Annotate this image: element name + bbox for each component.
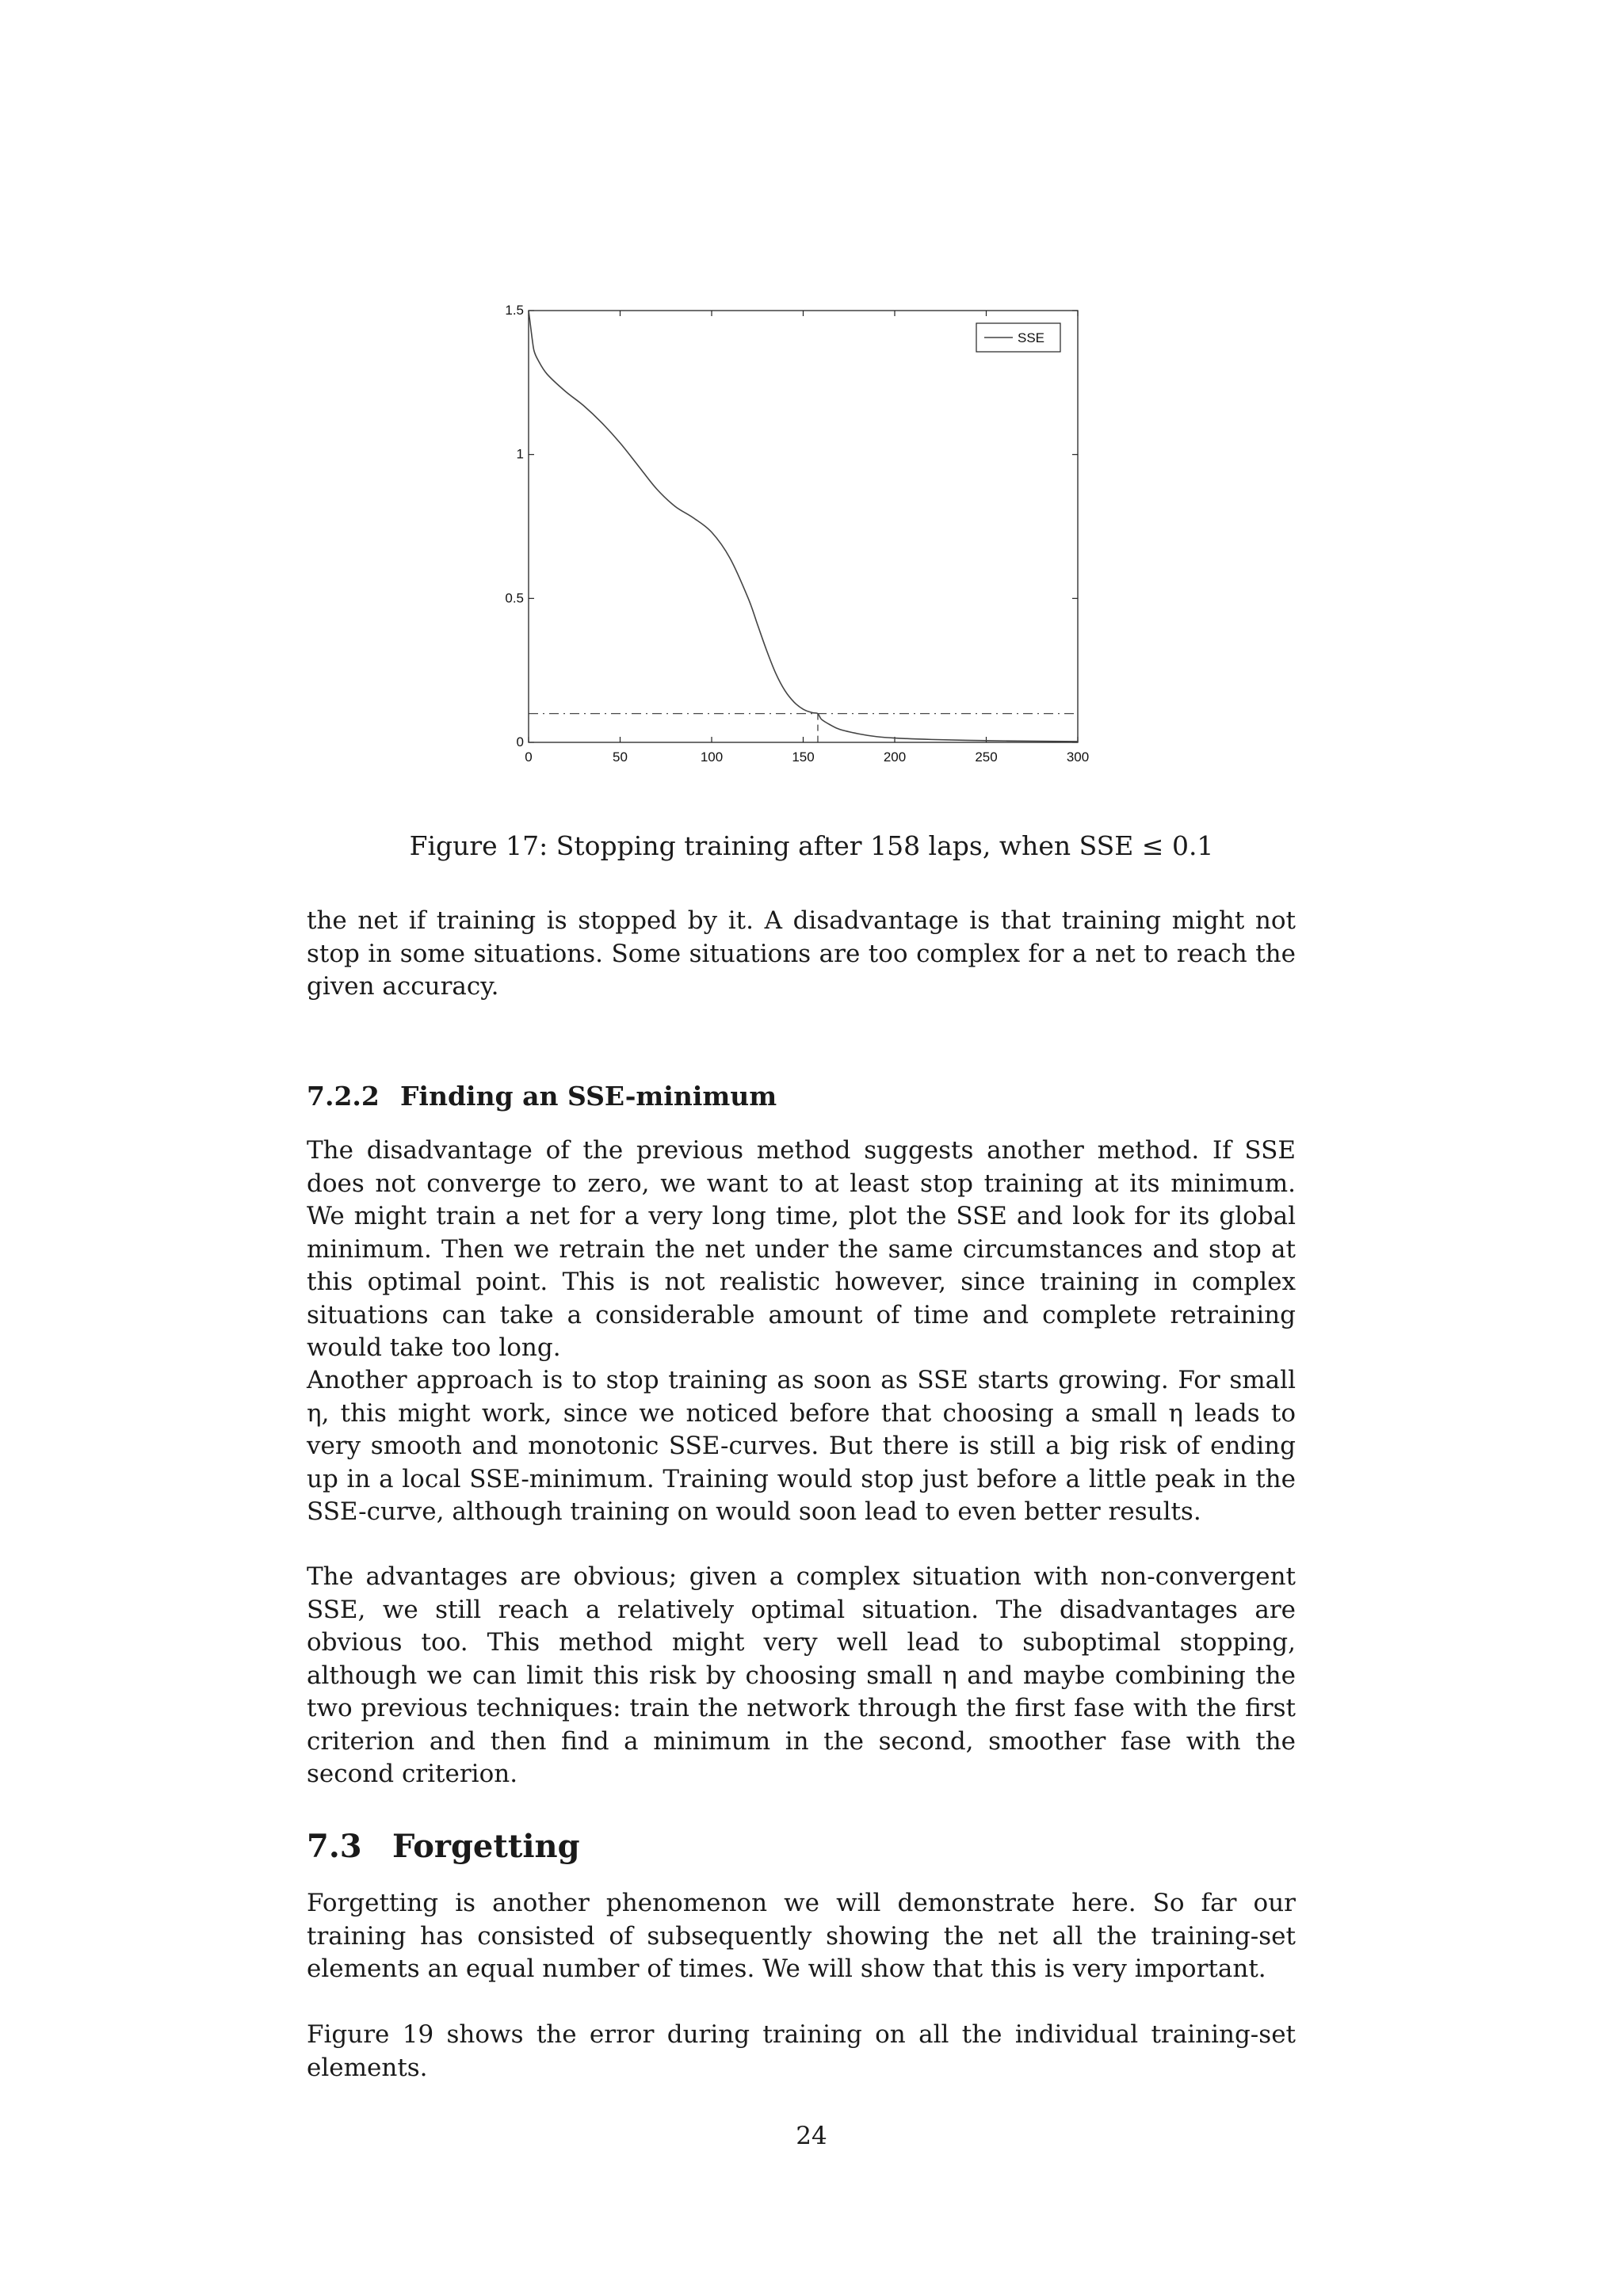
plot-frame <box>529 311 1078 742</box>
series-line-sse <box>529 311 1078 742</box>
subsection-number: 7.2.2 <box>307 1081 380 1112</box>
y-tick-label: 0 <box>516 734 524 749</box>
section-number: 7.3 <box>307 1828 362 1865</box>
x-tick-label: 300 <box>1066 749 1090 765</box>
paragraph-7-2-2-3: The advantages are obvious; given a complex situation with non-convergent SSE, we still reach a relatively optimal situation. The disadvantages are obvious too. This method might very well lead to suboptimal stopping, although we can limit this risk by choosing small η and maybe combining the two previous techniques: train the network through the first fase with the first criterion and then find a minimum in the second, smoother fase with the second criterion. <box>307 1562 1296 1788</box>
sse-chart <box>475 293 1109 776</box>
paragraph-7-2-2-2: Another approach is to stop training as soon as SSE starts growing. For small η, this might work, since we noticed before that choosing a small η leads to very smooth and monotonic SSE-curves. But there is still a big risk of ending up in a local SSE-minimum. Training would stop just before a little peak in the SSE-curve, although training on would soon lead to even better results. <box>307 1366 1296 1526</box>
paragraph-7-3-2: Figure 19 shows the error during training on all the individual training-set elements. <box>307 2020 1296 2082</box>
y-tick-label: 1 <box>516 446 524 462</box>
y-tick-label: 1.5 <box>505 303 524 318</box>
paragraph-7-3-1: Forgetting is another phenomenon we will demonstrate here. So far our training has consisted of subsequently showing the net all the training-set elements an equal number of times. We will show that this is very important. <box>307 1889 1296 1983</box>
figure-17 <box>475 293 1109 776</box>
x-tick-label: 200 <box>883 749 907 765</box>
y-tick-label: 0.5 <box>505 590 524 606</box>
paragraph-7-2-2-1: The disadvantage of the previous method suggests another method. If SSE does not converge to zero, we want to at least stop training at its minimum. We might train a net for a very long time, plot the SSE and look for its global minimum. Then we retrain the net under the same circumstances and stop at this optimal point. This is not realistic however, since training in complex situations can take a considerable amount of time and complete retraining would take too long. <box>307 1136 1296 1362</box>
x-tick-label: 250 <box>975 749 998 765</box>
figure-caption: Figure 17: Stopping training after 158 laps, when SSE ≤ 0.1 <box>409 830 1214 861</box>
x-tick-label: 0 <box>525 749 533 765</box>
x-tick-label: 150 <box>792 749 815 765</box>
x-tick-label: 100 <box>700 749 724 765</box>
legend-label: SSE <box>1018 330 1045 345</box>
page-number: 24 <box>796 2122 827 2150</box>
subsection-heading-7-2-2 <box>307 1079 777 1114</box>
section-heading-7-3 <box>307 1826 580 1867</box>
section-title: Forgetting <box>392 1828 580 1865</box>
subsection-title: Finding an SSE-minimum <box>400 1081 777 1112</box>
paragraph-continued: the net if training is stopped by it. A disadvantage is that training might not stop in some situations. Some situations are too complex for a net to reach the given accuracy. <box>307 906 1296 1001</box>
x-tick-label: 50 <box>613 749 628 765</box>
